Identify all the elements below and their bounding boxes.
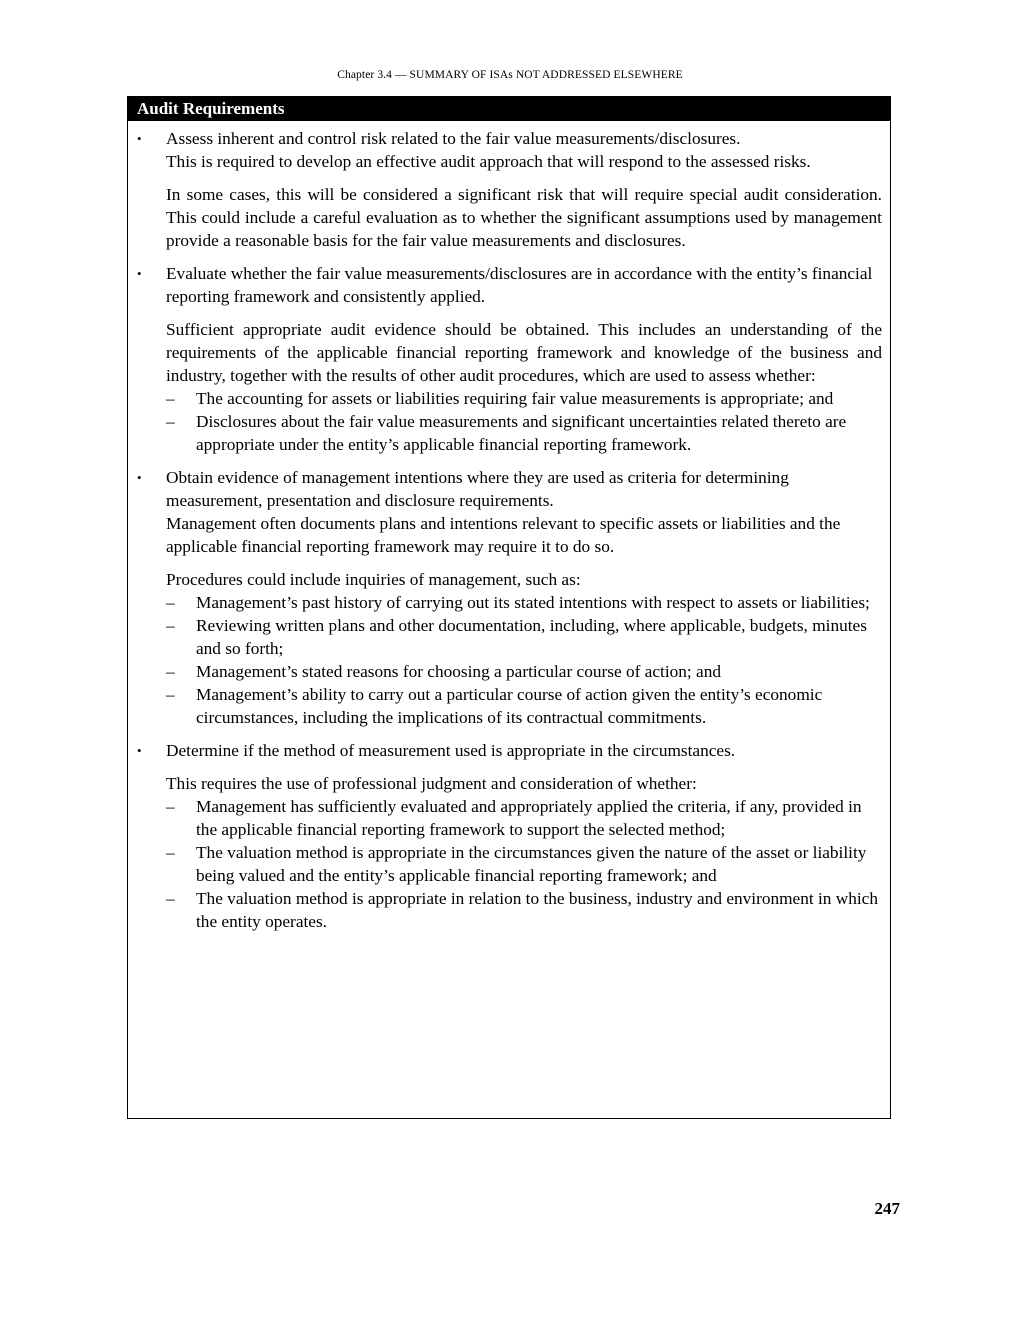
sub-list-text: Management’s stated reasons for choosing a particular course of action; and — [196, 662, 721, 681]
requirement-body: This requires the use of professional judgment and consideration of whether: — [166, 774, 697, 793]
sub-list-item — [166, 614, 882, 660]
sub-list — [166, 795, 882, 933]
sub-list — [166, 387, 882, 456]
dash-icon: – — [166, 797, 175, 816]
requirement-item — [128, 262, 890, 456]
sub-list-text: The valuation method is appropriate in the circumstances given the nature of the asset or liability being valued and the entity’s applicable financial reporting framework; and — [196, 843, 867, 885]
requirement-body: Procedures could include inquiries of management, such as: — [166, 570, 581, 589]
sub-list-text: Management’s ability to carry out a particular course of action given the entity’s economic circumstances, including the implications of its contractual commitments. — [196, 685, 823, 727]
requirement-lead: Assess inherent and control risk related to the fair value measurements/disclosures. — [166, 129, 741, 148]
requirement-lead: Obtain evidence of management intentions where they are used as criteria for determining measurement, presentation and disclosure requirements. — [166, 468, 789, 510]
dash-icon: – — [166, 843, 175, 862]
dash-icon: – — [166, 593, 175, 612]
dash-icon: – — [166, 412, 175, 431]
dash-icon: – — [166, 662, 175, 681]
requirement-body: Sufficient appropriate audit evidence should be obtained. This includes an understanding of the requirements of the applicable financial reporting framework and knowledge of the business and industry, together with the results of other audit procedures, which are used to assess whether: — [166, 320, 882, 385]
bullet-icon: • — [137, 266, 142, 281]
sub-list-item — [166, 660, 882, 683]
sub-list-item — [166, 887, 882, 933]
bullet-icon: • — [137, 743, 142, 758]
sub-list-text: Disclosures about the fair value measurements and significant uncertainties related thereto are appropriate under the entity’s applicable financial reporting framework. — [196, 412, 847, 454]
running-header: Chapter 3.4 — SUMMARY OF ISAs NOT ADDRESSED ELSEWHERE — [337, 69, 683, 81]
requirement-lead: Evaluate whether the fair value measurements/disclosures are in accordance with the entity’s financial reporting framework and consistently applied. — [166, 264, 873, 306]
requirement-lead-detail: This is required to develop an effective audit approach that will respond to the assessed risks. — [166, 152, 811, 171]
sub-list — [166, 591, 882, 729]
sub-list-text: Management’s past history of carrying out its stated intentions with respect to assets or liabilities; — [196, 593, 870, 612]
sub-list-item — [166, 841, 882, 887]
requirement-lead: Determine if the method of measurement used is appropriate in the circumstances. — [166, 741, 736, 760]
dash-icon: – — [166, 685, 175, 704]
requirement-body: In some cases, this will be considered a significant risk that will require special audit consideration. This could include a careful evaluation as to whether the significant assumptions used by management provide a reasonable basis for the fair value measurements and disclosures. — [166, 185, 882, 250]
requirement-item — [128, 466, 890, 729]
sub-list-text: Reviewing written plans and other documentation, including, where applicable, budgets, minutes and so forth; — [196, 616, 867, 658]
dash-icon: – — [166, 889, 175, 908]
bullet-icon: • — [137, 131, 142, 146]
panel-title: Audit Requirements — [128, 97, 890, 121]
sub-list-item — [166, 795, 882, 841]
requirement-item — [128, 739, 890, 933]
sub-list-item — [166, 387, 882, 410]
sub-list-text: The valuation method is appropriate in relation to the business, industry and environment in which the entity operates. — [196, 889, 878, 931]
sub-list-text: Management has sufficiently evaluated and appropriately applied the criteria, if any, provided in the applicable financial reporting framework to support the selected method; — [196, 797, 862, 839]
sub-list-item — [166, 683, 882, 729]
audit-requirements-panel — [127, 96, 891, 1119]
sub-list-text: The accounting for assets or liabilities requiring fair value measurements is appropriate; and — [196, 389, 834, 408]
page-number: 247 — [874, 1199, 900, 1218]
requirement-lead-detail: Management often documents plans and intentions relevant to specific assets or liabilities and the applicable financial reporting framework may require it to do so. — [166, 514, 841, 556]
bullet-icon: • — [137, 470, 142, 485]
sub-list-item — [166, 410, 882, 456]
requirement-item — [128, 127, 890, 252]
dash-icon: – — [166, 616, 175, 635]
dash-icon: – — [166, 389, 175, 408]
sub-list-item — [166, 591, 882, 614]
panel-body — [128, 121, 890, 933]
